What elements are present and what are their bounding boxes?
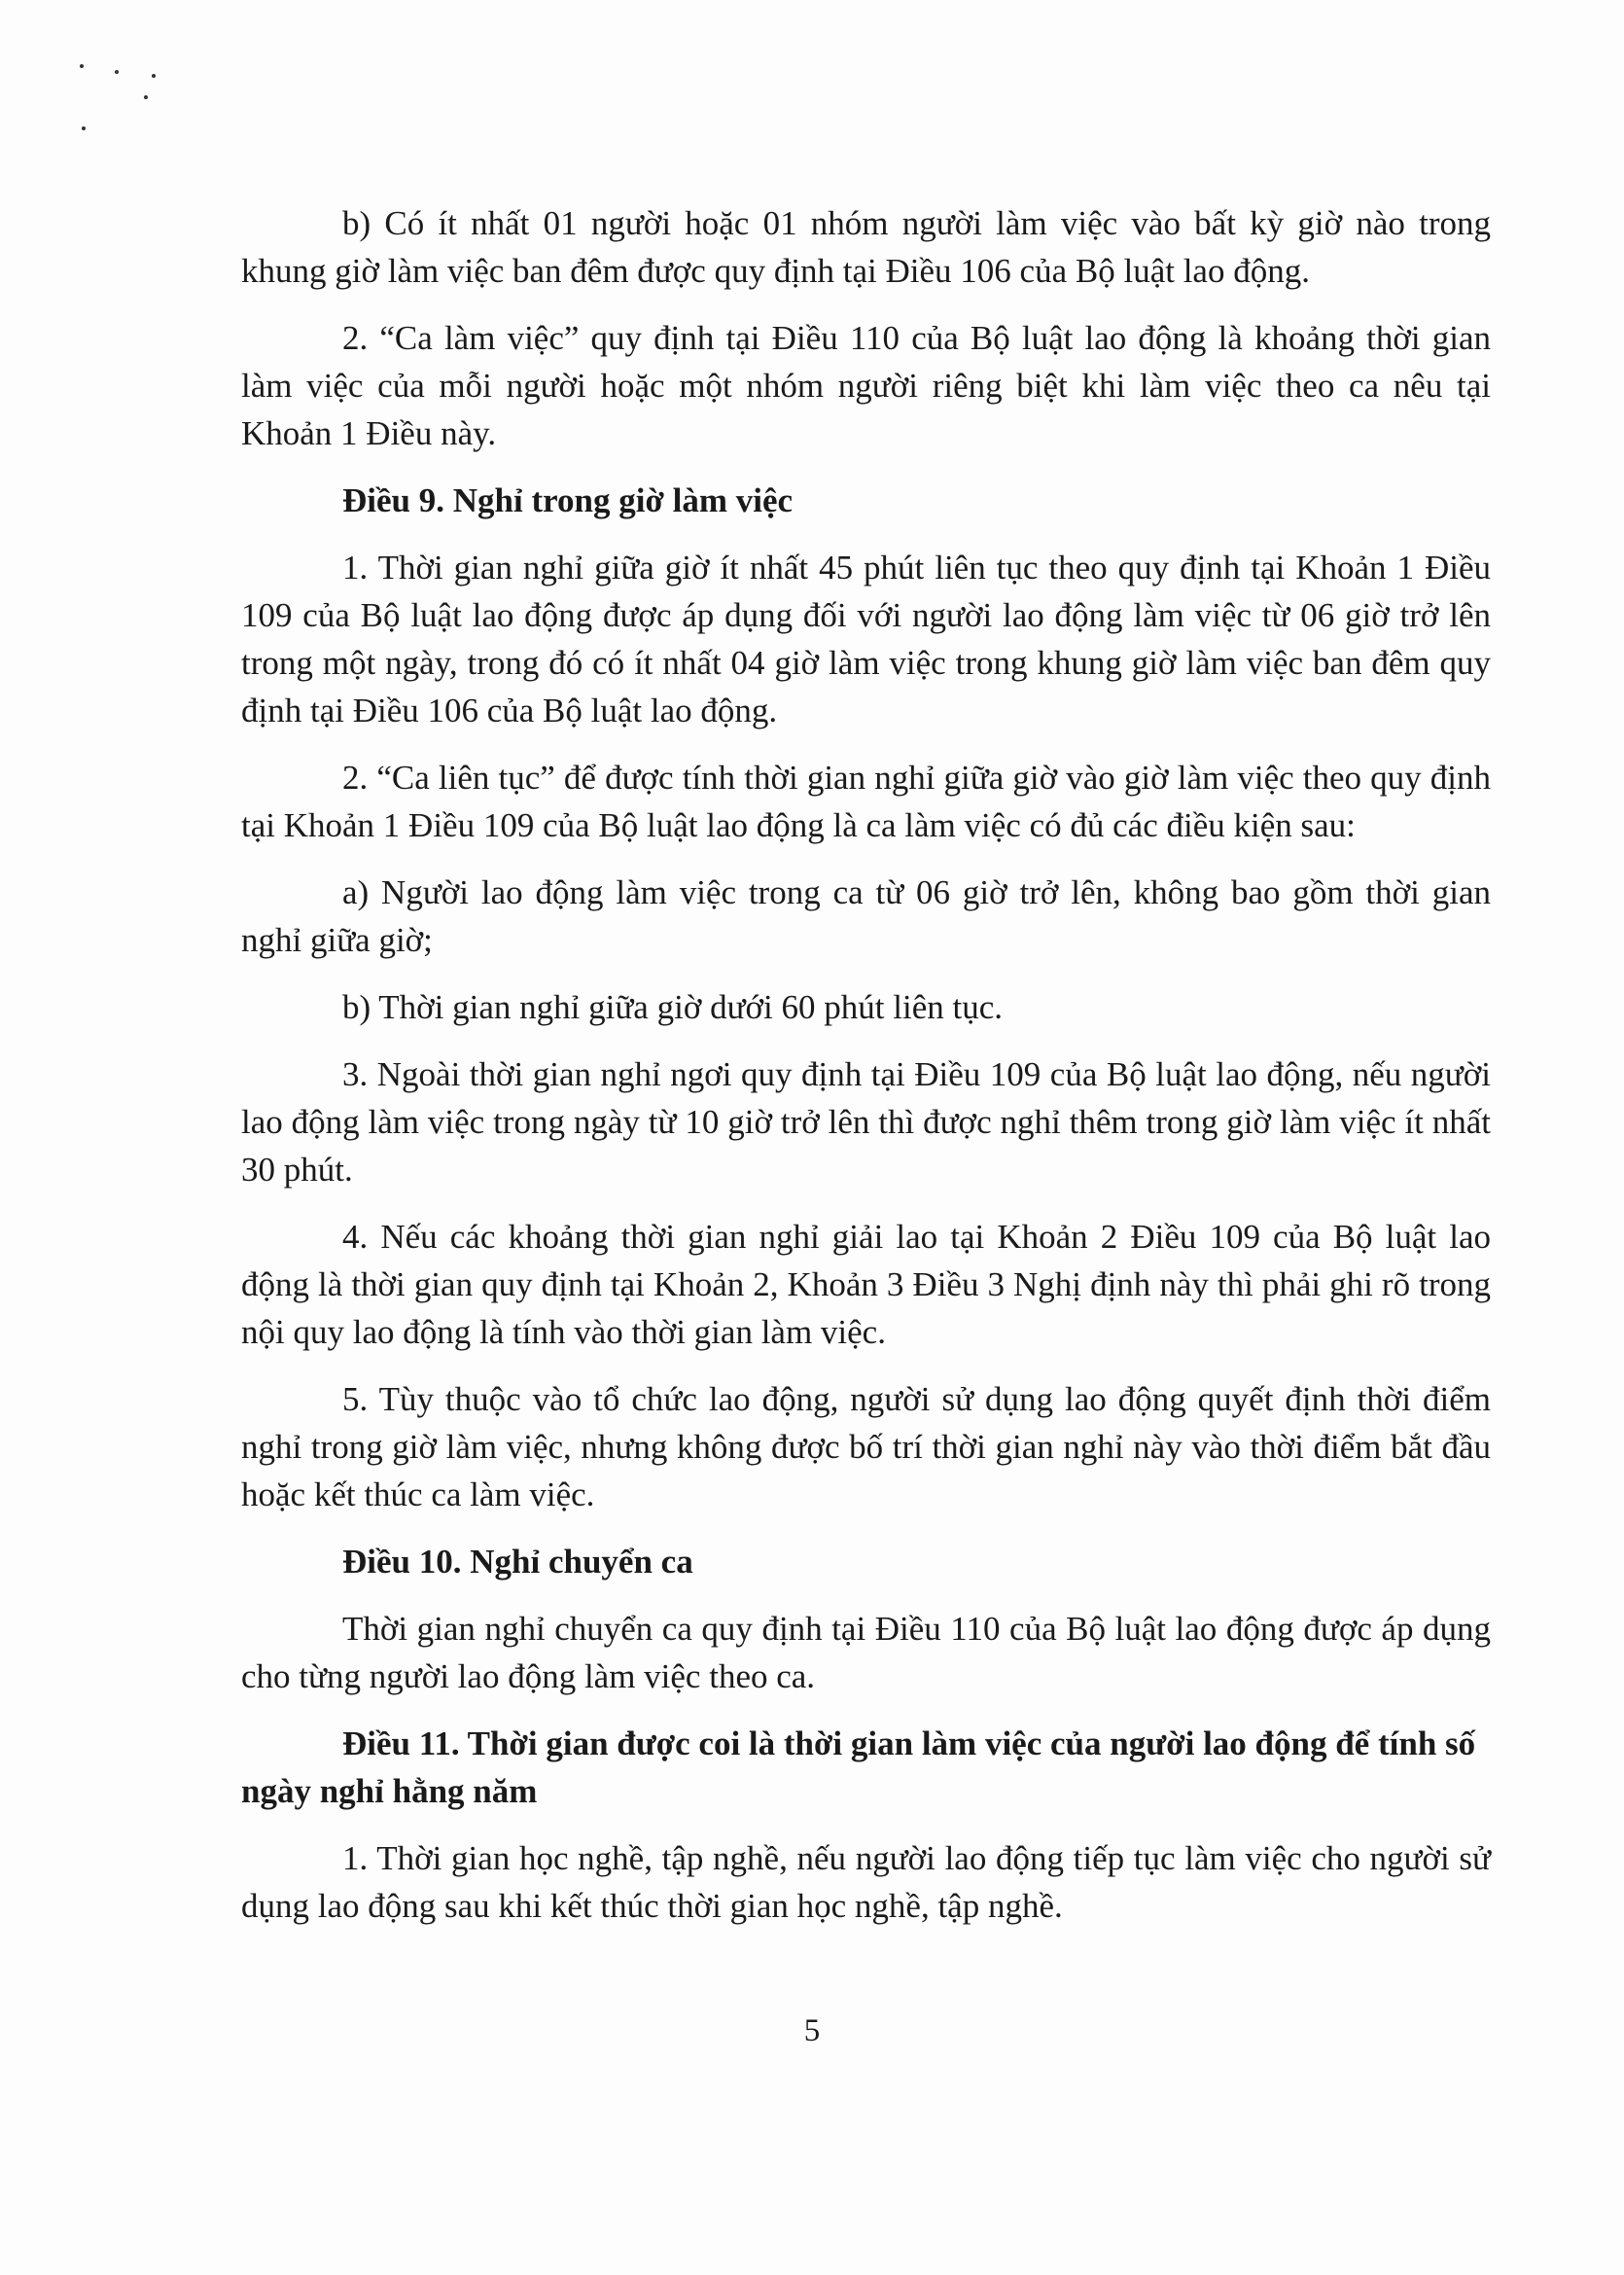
article-heading: Điều 9. Nghỉ trong giờ làm việc	[342, 481, 794, 519]
clause-paragraph: b) Có ít nhất 01 người hoặc 01 nhóm người làm việc vào bất kỳ giờ nào trong khung giờ làm việc ban đêm được quy định tại Điều 106 của Bộ luật lao động.	[241, 204, 1491, 290]
clause-paragraph: 2. “Ca làm việc” quy định tại Điều 110 của Bộ luật lao động là khoảng thời gian làm việc của mỗi người hoặc một nhóm người riêng biệt khi làm việc theo ca nêu tại Khoản 1 Điều này.	[241, 319, 1491, 452]
scan-speck	[144, 95, 148, 99]
clause-paragraph: 1. Thời gian học nghề, tập nghề, nếu người lao động tiếp tục làm việc cho người sử dụng lao động sau khi kết thúc thời gian học nghề, tập nghề.	[241, 1839, 1491, 1925]
clause-paragraph: a) Người lao động làm việc trong ca từ 06 giờ trở lên, không bao gồm thời gian nghỉ giữa giờ;	[241, 873, 1491, 959]
scan-speck	[115, 70, 119, 74]
clause-paragraph: Thời gian nghỉ chuyển ca quy định tại Điều 110 của Bộ luật lao động được áp dụng cho từng người lao động làm việc theo ca.	[241, 1610, 1491, 1695]
clause-paragraph: 2. “Ca liên tục” để được tính thời gian nghỉ giữa giờ vào giờ làm việc theo quy định tại Khoản 1 Điều 109 của Bộ luật lao động là ca làm việc có đủ các điều kiện sau:	[241, 759, 1491, 844]
clause-paragraph: 5. Tùy thuộc vào tổ chức lao động, người sử dụng lao động quyết định thời điểm nghỉ trong giờ làm việc, nhưng không được bố trí thời gian nghỉ này vào thời điểm bắt đầu hoặc kết thúc ca làm việc.	[241, 1380, 1491, 1513]
scan-speck	[152, 74, 156, 78]
page-number: 5	[803, 2013, 821, 2048]
clause-paragraph: 1. Thời gian nghỉ giữa giờ ít nhất 45 phút liên tục theo quy định tại Khoản 1 Điều 109 của Bộ luật lao động được áp dụng đối với người lao động làm việc từ 06 giờ trở lên trong một ngày, trong đó có ít nhất 04 giờ làm việc trong khung giờ làm việc ban đêm quy định tại Điều 106 của Bộ luật lao động.	[241, 549, 1491, 729]
clause-paragraph: 4. Nếu các khoảng thời gian nghỉ giải lao tại Khoản 2 Điều 109 của Bộ luật lao động là thời gian quy định tại Khoản 2, Khoản 3 Điều 3 Nghị định này thì phải ghi rõ trong nội quy lao động là tính vào thời gian làm việc.	[241, 1218, 1491, 1351]
scan-speck	[82, 126, 86, 130]
article-heading: Điều 10. Nghỉ chuyển ca	[342, 1543, 693, 1581]
document-body	[241, 199, 1491, 1949]
clause-paragraph: 3. Ngoài thời gian nghỉ ngơi quy định tại Điều 109 của Bộ luật lao động, nếu người lao động làm việc trong ngày từ 10 giờ trở lên thì được nghỉ thêm trong giờ làm việc ít nhất 30 phút.	[241, 1055, 1491, 1189]
scan-speck	[80, 64, 84, 68]
article-heading: Điều 11. Thời gian được coi là thời gian làm việc của người lao động để tính số ngày nghỉ hằng năm	[241, 1724, 1476, 1810]
clause-paragraph: b) Thời gian nghỉ giữa giờ dưới 60 phút liên tục.	[342, 988, 1003, 1026]
